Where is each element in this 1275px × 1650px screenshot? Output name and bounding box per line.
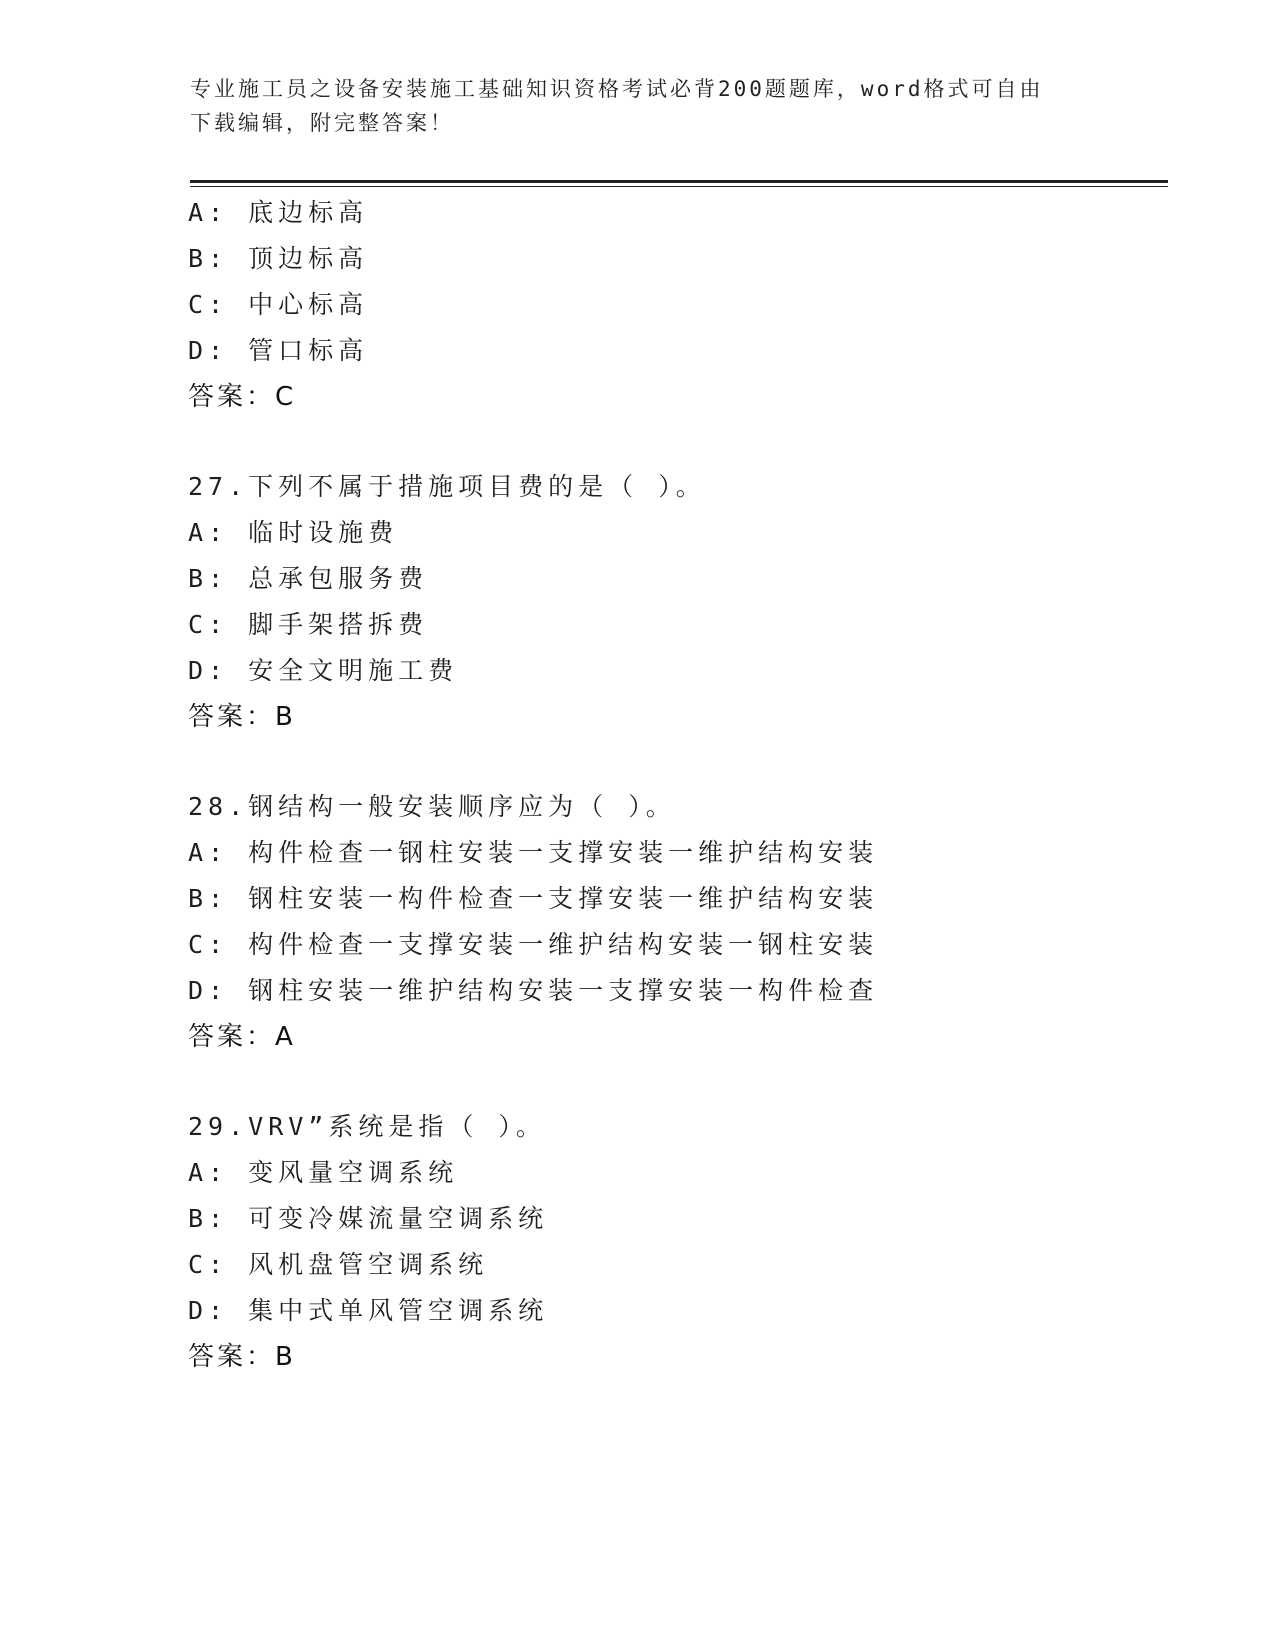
option-b: B: 总承包服务费 — [188, 564, 429, 593]
option-b: B: 顶边标高 — [188, 244, 369, 273]
answer-value: B — [275, 1342, 294, 1372]
answer-value: C — [275, 382, 295, 412]
option-c: C: 中心标高 — [188, 290, 369, 319]
question-title: 29.VRV”系统是指（ ）。 — [188, 1112, 546, 1141]
option-a: A: 变风量空调系统 — [188, 1158, 459, 1187]
header-line-2: 下载编辑，附完整答案！ — [190, 111, 454, 135]
answer-line — [188, 694, 1148, 740]
answer-label: 答案： — [188, 1342, 276, 1372]
header-line-1: 专业施工员之设备安装施工基础知识资格考试必背200题题库，word格式可自由 — [190, 77, 1044, 101]
option-a: A: 构件检查一钢柱安装一支撑安装一维护结构安装 — [188, 838, 879, 867]
answer-label: 答案： — [188, 702, 276, 732]
option-c: C: 风机盘管空调系统 — [188, 1250, 489, 1279]
option-c: C: 脚手架搭拆费 — [188, 610, 429, 639]
document-header — [190, 72, 1090, 140]
option-d: D: 钢柱安装一维护结构安装一支撑安装一构件检查 — [188, 976, 879, 1005]
answer-line — [188, 1014, 1148, 1060]
question-block — [188, 784, 1148, 1060]
option-d: D: 安全文明施工费 — [188, 656, 459, 685]
answer-line — [188, 1334, 1148, 1380]
option-a: A: 临时设施费 — [188, 518, 399, 547]
option-c: C: 构件检查一支撑安装一维护结构安装一钢柱安装 — [188, 930, 879, 959]
question-title: 28.钢结构一般安装顺序应为（ ）。 — [188, 792, 676, 821]
option-b: B: 可变冷媒流量空调系统 — [188, 1204, 549, 1233]
question-block — [188, 1104, 1148, 1380]
answer-label: 答案： — [188, 382, 276, 412]
answer-value: A — [275, 1022, 294, 1052]
option-b: B: 钢柱安装一构件检查一支撑安装一维护结构安装 — [188, 884, 879, 913]
option-d: D: 管口标高 — [188, 336, 369, 365]
question-title: 27.下列不属于措施项目费的是（ ）。 — [188, 472, 706, 501]
answer-line — [188, 374, 1148, 420]
header-divider-thin — [190, 186, 1168, 187]
option-a: A: 底边标高 — [188, 198, 369, 227]
option-d: D: 集中式单风管空调系统 — [188, 1296, 549, 1325]
question-list — [188, 190, 1148, 1424]
question-block — [188, 464, 1148, 740]
answer-value: B — [275, 702, 294, 732]
question-block — [188, 190, 1148, 420]
header-divider-thick — [190, 180, 1168, 183]
answer-label: 答案： — [188, 1022, 276, 1052]
